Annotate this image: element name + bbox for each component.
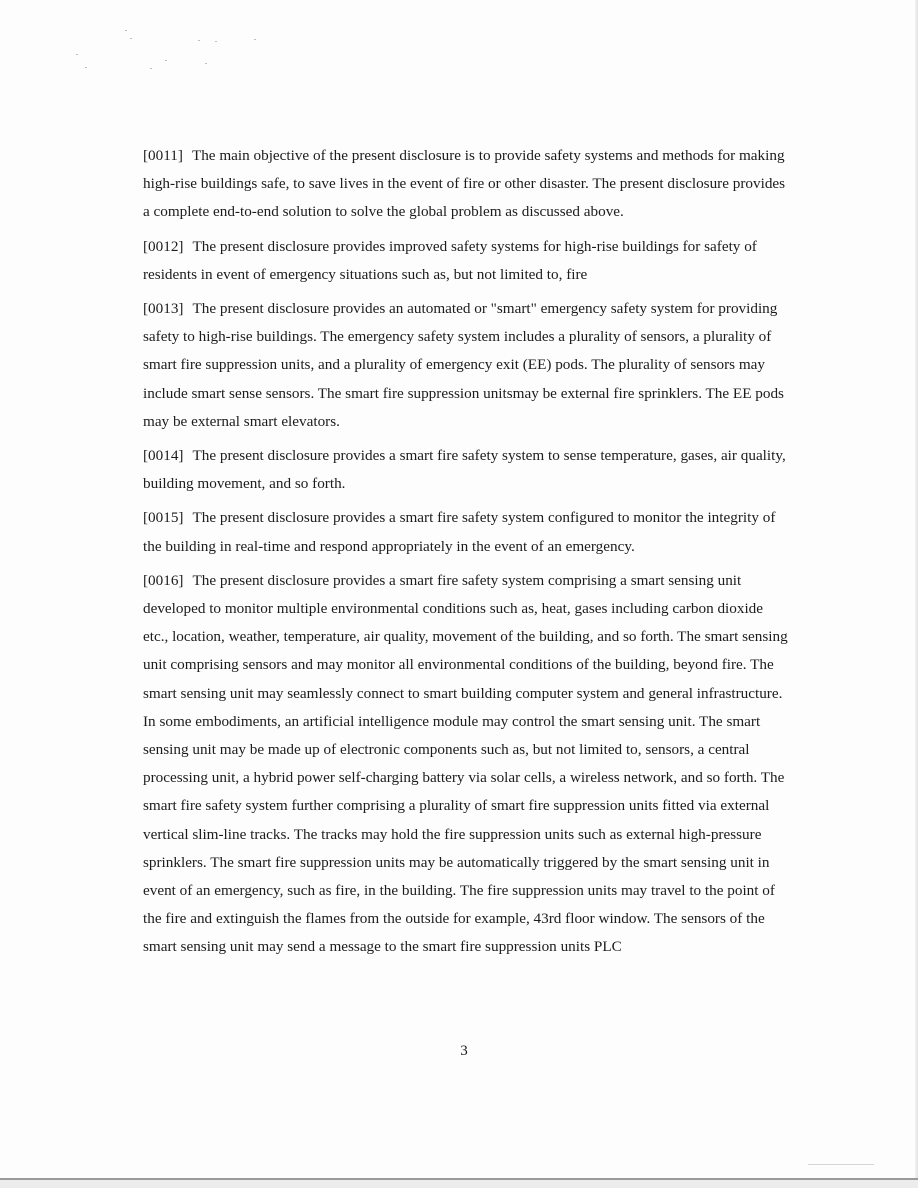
paragraph [143,442,791,498]
paragraph-text: The present disclosure provides an automated or "smart" emergency safety system for providing safety to high-rise buildings. The emergency safety system includes a plurality of sensors, a plurality of smart fire suppression units, and a plurality of emergency exit (EE) pods. The plurality of sensors may include smart sense sensors. The smart fire suppression unitsmay be external fire sprinklers. The EE pods may be external smart elevators. [143,300,784,430]
page-bottom-shade [0,1180,918,1188]
paragraph-number: [0012] [143,237,184,255]
scan-speck [198,40,200,41]
paragraph [143,504,791,560]
page-number: 3 [460,1043,468,1059]
paragraph-number: [0011] [143,147,183,164]
scan-speck [125,30,127,31]
scan-speck [165,60,167,61]
paragraph [143,567,791,962]
paragraph [143,295,791,436]
paragraph-text: The present disclosure provides a smart fire safety system configured to monitor the integrity of the building in real-time and respond appropriately in the event of an emergency. [143,509,776,555]
scan-speck [76,54,78,55]
paragraph-number: [0015] [143,509,184,527]
scan-speck [85,67,87,68]
paragraph [143,233,791,289]
paragraph-text: The main objective of the present disclosure is to provide safety systems and methods for making high-rise buildings safe, to save lives in the event of fire or other disaster. The present disclosure provides a complete end-to-end solution to solve the global problem as discussed above. [143,147,786,221]
scan-artifact [808,1164,874,1165]
scan-speck [130,38,132,39]
paragraph-number: [0014] [143,447,184,465]
body-text [143,142,791,968]
scan-speck [254,39,256,40]
paragraph-number: [0013] [143,300,184,318]
paragraph [143,142,791,227]
scan-speck [205,63,207,64]
paragraph-text: The present disclosure provides a smart fire safety system to sense temperature, gases, air quality, building movement, and so forth. [143,447,786,493]
paragraph-text: The present disclosure provides improved safety systems for high-rise buildings for safety of residents in event of emergency situations such as, but not limited to, fire [143,237,757,283]
scan-speck [150,68,152,69]
paragraph-text: The present disclosure provides a smart fire safety system comprising a smart sensing unit developed to monitor multiple environmental conditions such as, heat, gases including carbon dioxide etc., location, weather, temperature, air quality, movement of the building, and so forth. The smart sensing unit comprising sensors and may monitor all environmental conditions of the building, beyond fire. The smart sensing unit may seamlessly connect to smart building computer system and general infrastructure. In some embodiments, an artificial intelligence module may control the smart sensing unit. The smart sensing unit may be made up of electronic components such as, but not limited to, sensors, a central processing unit, a hybrid power self-charging battery via solar cells, a wireless network, and so forth. The smart fire safety system further comprising a plurality of smart fire suppression units fitted via external vertical slim-line tracks. The tracks may hold the fire suppression units such as external high-pressure sprinklers. The smart fire suppression units may be automatically triggered by the smart sensing unit in event of an emergency, such as fire, in the building. The fire suppression units may travel to the point of the fire and extinguish the flames from the outside for example, 43rd floor window. The sensors of the smart sensing unit may send a message to the smart fire suppression units PLC [143,571,788,956]
scan-speck [215,41,217,42]
paragraph-number: [0016] [143,571,184,589]
